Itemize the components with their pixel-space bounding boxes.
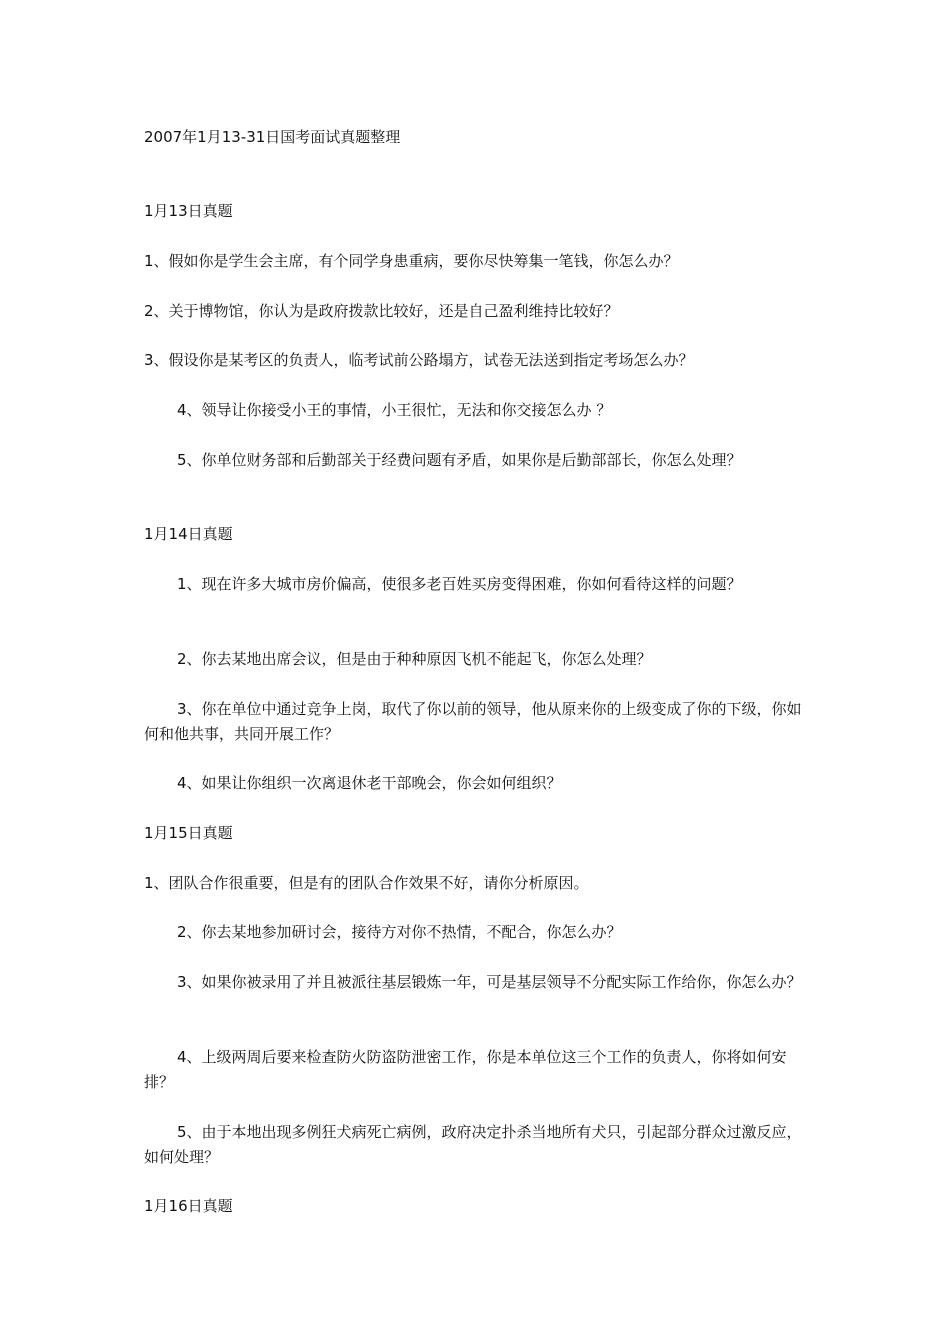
question-item: 1、现在许多大城市房价偏高，使很多老百姓买房变得困难，你如何看待这样的问题？ — [177, 575, 742, 593]
question-item: 2、你去某地出席会议，但是由于种种原因飞机不能起飞，你怎么处理？ — [177, 650, 652, 668]
question-item: 2、你去某地参加研讨会，接待方对你不热情，不配合，你怎么办？ — [177, 923, 622, 941]
document-title: 2007年1月13-31日国考面试真题整理 — [144, 128, 401, 146]
question-item: 2、关于博物馆，你认为是政府拨款比较好，还是自己盈利维持比较好？ — [144, 302, 619, 320]
question-item: 4、如果让你组织一次离退休老干部晚会，你会如何组织？ — [177, 774, 562, 792]
question-item: 4、上级两周后要来检查防火防盗防泄密工作，你是本单位这三个工作的负责人，你将如何安排？ — [144, 1048, 787, 1091]
question-item: 4、领导让你接受小王的事情，小王很忙，无法和你交接怎么办 ？ — [177, 401, 612, 419]
question-item: 1、团队合作很重要，但是有的团队合作效果不好，请你分析原因。 — [144, 874, 589, 892]
section-heading: 1月16日真题 — [144, 1197, 233, 1215]
question-item: 1、假如你是学生会主席，有个同学身患重病，要你尽快筹集一笔钱，你怎么办？ — [144, 252, 679, 270]
section-heading: 1月15日真题 — [144, 824, 233, 842]
question-item: 3、假设你是某考区的负责人，临考试前公路塌方，试卷无法送到指定考场怎么办？ — [144, 351, 694, 369]
question-item: 5、你单位财务部和后勤部关于经费问题有矛盾，如果你是后勤部部长，你怎么处理？ — [177, 451, 742, 469]
question-item: 3、如果你被录用了并且被派往基层锻炼一年，可是基层领导不分配实际工作给你，你怎么办？ — [177, 973, 802, 991]
question-item: 5、由于本地出现多例狂犬病死亡病例，政府决定扑杀当地所有犬只，引起部分群众过激反应，如何处理？ — [144, 1123, 802, 1166]
question-item: 3、你在单位中通过竞争上岗，取代了你以前的领导，他从原来你的上级变成了你的下级，你如何和他共事，共同开展工作？ — [144, 700, 802, 743]
section-heading: 1月13日真题 — [144, 202, 233, 220]
section-heading: 1月14日真题 — [144, 525, 233, 543]
